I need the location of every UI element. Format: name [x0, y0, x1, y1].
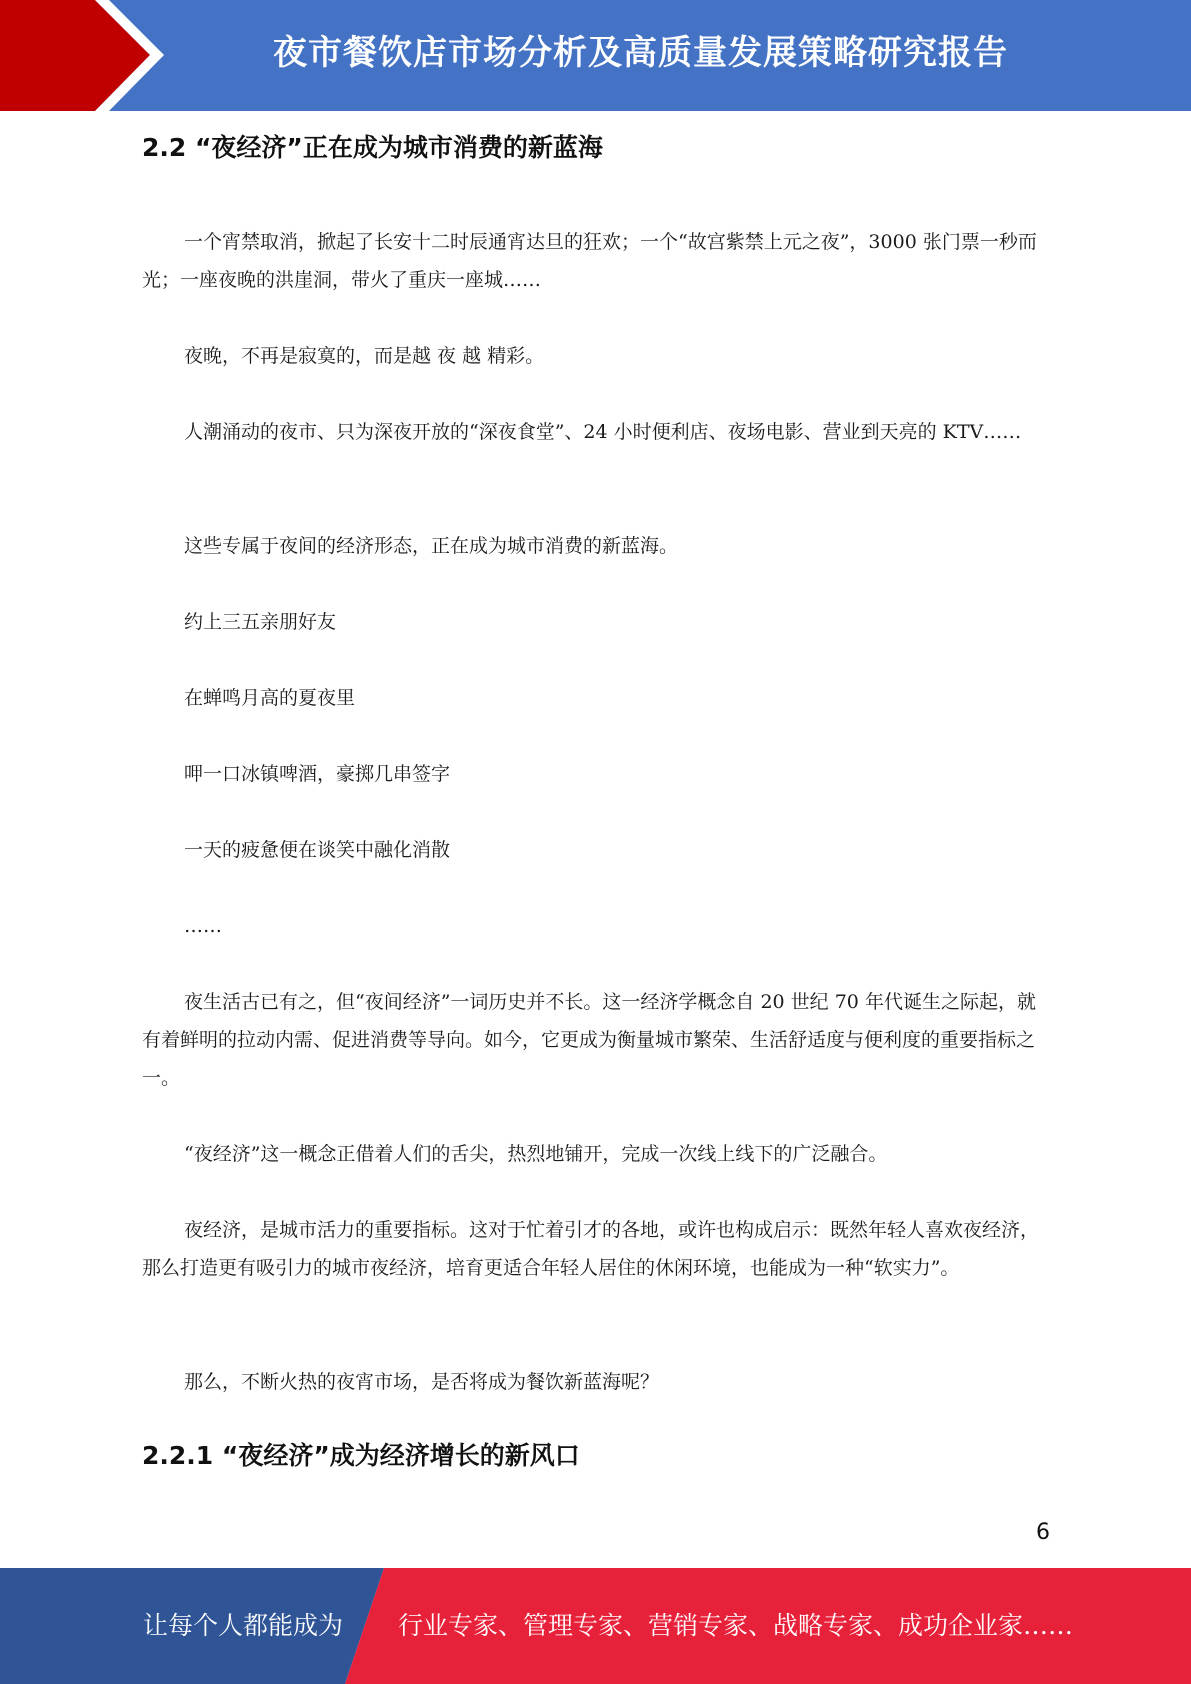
subsection-heading: 2.2.1 “夜经济”成为经济增长的新风口	[142, 1441, 580, 1470]
paragraph-7: 夜经济，是城市活力的重要指标。这对于忙着引才的各地，或许也构成启示：既然年轻人喜欢夜经济，那么打造更有吸引力的城市夜经济，培育更适合年轻人居住的休闲环境，也能成为一种“软实力”。	[142, 1219, 1040, 1279]
footer-slogan-right: 行业专家、管理专家、营销专家、战略专家、成功企业家……	[398, 1611, 1074, 1640]
poem-line-4: 一天的疲惫便在谈笑中融化消散	[184, 839, 451, 861]
ellipsis-line: ……	[184, 915, 222, 937]
paragraph-5: 夜生活古已有之，但“夜间经济”一词历史并不长。这一经济学概念自 20 世纪 70 年代诞生之际起，就有着鲜明的拉动内需、促进消费等导向。如今，它更成为衡量城市繁荣、生活舒适度与便利度的重要指标之一。	[142, 991, 1036, 1089]
paragraph-8: 那么，不断火热的夜宵市场，是否将成为餐饮新蓝海呢？	[184, 1371, 660, 1393]
paragraph-4: 这些专属于夜间的经济形态，正在成为城市消费的新蓝海。	[184, 535, 679, 557]
poem-line-3: 呷一口冰镇啤酒，豪掷几串签字	[184, 763, 451, 785]
page-number: 6	[1036, 1520, 1050, 1545]
poem-line-2: 在蝉鸣月高的夏夜里	[184, 687, 356, 709]
poem-line-1: 约上三五亲朋好友	[184, 611, 337, 633]
report-title: 夜市餐饮店市场分析及高质量发展策略研究报告	[273, 33, 1008, 73]
header-red-arrow	[0, 0, 150, 111]
paragraph-2: 夜晚，不再是寂寞的，而是越 夜 越 精彩。	[184, 345, 545, 367]
page-header	[0, 0, 1191, 111]
paragraph-3: 人潮涌动的夜市、只为深夜开放的“深夜食堂”、24 小时便利店、夜场电影、营业到天亮的 KTV……	[184, 421, 1022, 443]
footer-slogan-left: 让每个人都能成为	[143, 1611, 344, 1640]
section-heading: 2.2 “夜经济”正在成为城市消费的新蓝海	[142, 133, 603, 162]
paragraph-1: 一个宵禁取消，掀起了长安十二时辰通宵达旦的狂欢；一个“故宫紫禁上元之夜”，3000 张门票一秒而光；一座夜晚的洪崖洞，带火了重庆一座城……	[142, 231, 1037, 291]
paragraph-6: “夜经济”这一概念正借着人们的舌尖，热烈地铺开，完成一次线上线下的广泛融合。	[184, 1143, 888, 1165]
page-footer	[0, 1568, 1191, 1684]
